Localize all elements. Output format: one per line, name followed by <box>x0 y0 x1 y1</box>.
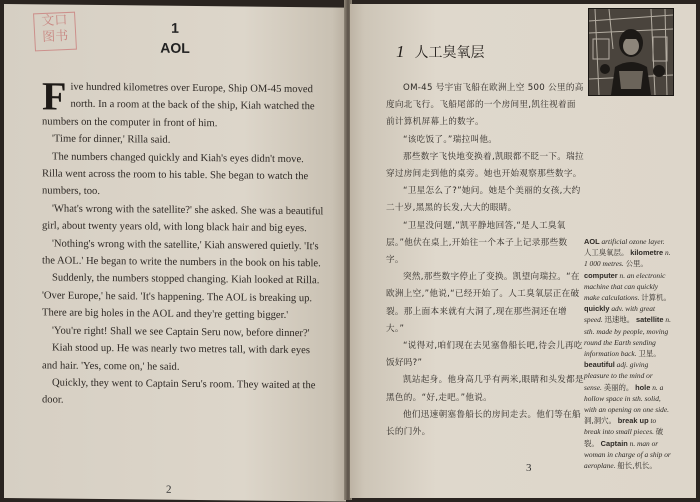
paragraph: “说得对,咱们现在去见塞鲁船长吧,待会儿再吃饭好吗?” <box>386 341 583 369</box>
paragraph: 'Nothing's wrong with the satellite,' Kiah answered quietly. 'It's the AOL.' He began to write the numbers in the book on his table. <box>42 238 321 270</box>
paragraph: OM-45 号宇宙飞船在欧洲上空 500 公里的高度向北飞行。飞船尾部的一个房间里,凯往视着面前计算机屏幕上的数字。 <box>386 83 584 128</box>
paragraph: Suddenly, the numbers stopped changing. Kiah looked at Rilla. 'Over Europe,' he said. 'It's happening. The AOL is breaking up. There are big holes in the AOL and they're getting bigger.' <box>42 272 320 322</box>
chapter-title: AOL <box>160 39 190 56</box>
paragraph: 'You're right! Shall we see Captain Seru now, before dinner?' <box>52 325 310 339</box>
glossary-entry: kilometre n. 1 000 metres. 公里。 <box>584 248 671 269</box>
library-stamp: 文口 图书 <box>33 12 77 52</box>
paragraph: 那些数字飞快地变换着,凯眼都不眨一下。瑞拉穿过房间走到他的桌旁。她也开始观察那些数字。 <box>386 151 584 180</box>
paragraph: “该吃饭了。”瑞拉叫他。 <box>403 134 498 145</box>
paragraph: Quickly, they went to Captain Seru's room. They waited at the door. <box>42 377 316 406</box>
glossary-entry: AOL artificial ozone layer. 人工臭氧层。 <box>584 237 665 258</box>
right-page <box>350 4 696 498</box>
paragraph: 'What's wrong with the satellite?' she asked. She was a beautiful girl, about twenty years old, with long black hair and big eyes. <box>42 203 324 235</box>
paragraph: 凯站起身。他身高几乎有两米,眼睛和头发都是黑色的。“好,走吧。”他说。 <box>386 375 584 403</box>
paragraph: Five hundred kilometres over Europe, Ship OM-45 moved north. In a room at the back of the ship, Kiah watched the numbers on the computer in front of him. <box>42 73 315 130</box>
glossary <box>584 236 672 471</box>
english-text <box>42 73 324 412</box>
chinese-text <box>386 80 584 441</box>
page-number: 3 <box>526 462 532 474</box>
paragraph: 突然,那些数字停止了变换。凯望向瑞拉。“在欧洲上空,”他说,“已经开始了。人工臭氧层正在破裂。那上面本来就有大洞了,现在那些洞还在增大。” <box>386 272 580 334</box>
glossary-entry: beautiful adj. giving pleasure to the mind or sense. 美丽的。 <box>584 360 653 392</box>
paragraph: “卫星没问题,”凯平静地回答,“是人工臭氧层。”他伏在桌上,开始往一个本子上记录那些数字。 <box>386 220 568 266</box>
paragraph: “卫星怎么了?”她问。她是个美丽的女孩,大约二十岁,黑黑的长发,大大的眼睛。 <box>386 186 581 214</box>
spaceship-illustration <box>588 8 674 96</box>
chinese-chapter-heading: 1 人工臭氧层 <box>396 42 485 61</box>
paragraph: The numbers changed quickly and Kiah's eyes didn't move. Rilla went across the room to his table. She began to watch the numbers, too. <box>42 151 309 198</box>
glossary-entry: Captain n. man or woman in charge of a ship or aeroplane. 船长,机长。 <box>584 438 671 471</box>
glossary-entry: quickly adv. with great speed. 迅速地。 <box>584 304 656 325</box>
left-page <box>4 4 346 502</box>
paragraph: 他们迅速朝塞鲁船长的房间走去。他们等在船长的门外。 <box>386 409 581 438</box>
glossary-entry: break up to break into small pieces. 破裂。 <box>584 416 664 448</box>
glossary-entry: satellite n. sth. made by people, moving round the Earth sending information back. 卫星。 <box>584 315 671 359</box>
paragraph: 'Time for dinner,' Rilla said. <box>52 133 171 146</box>
paragraph: Kiah stood up. He was nearly two metres tall, with dark eyes and hair. 'Yes, come on,' he said. <box>42 342 311 373</box>
chapter-number: 1 <box>171 19 179 36</box>
page-number: 2 <box>166 483 172 496</box>
drop-cap: F <box>42 73 67 119</box>
glossary-entry: hole n. a hollow space in sth. solid, with an opening on one side. 洞,洞穴。 <box>584 382 669 426</box>
glossary-entry: computer n. an electronic machine that can quickly make calculations. 计算机。 <box>584 270 671 303</box>
